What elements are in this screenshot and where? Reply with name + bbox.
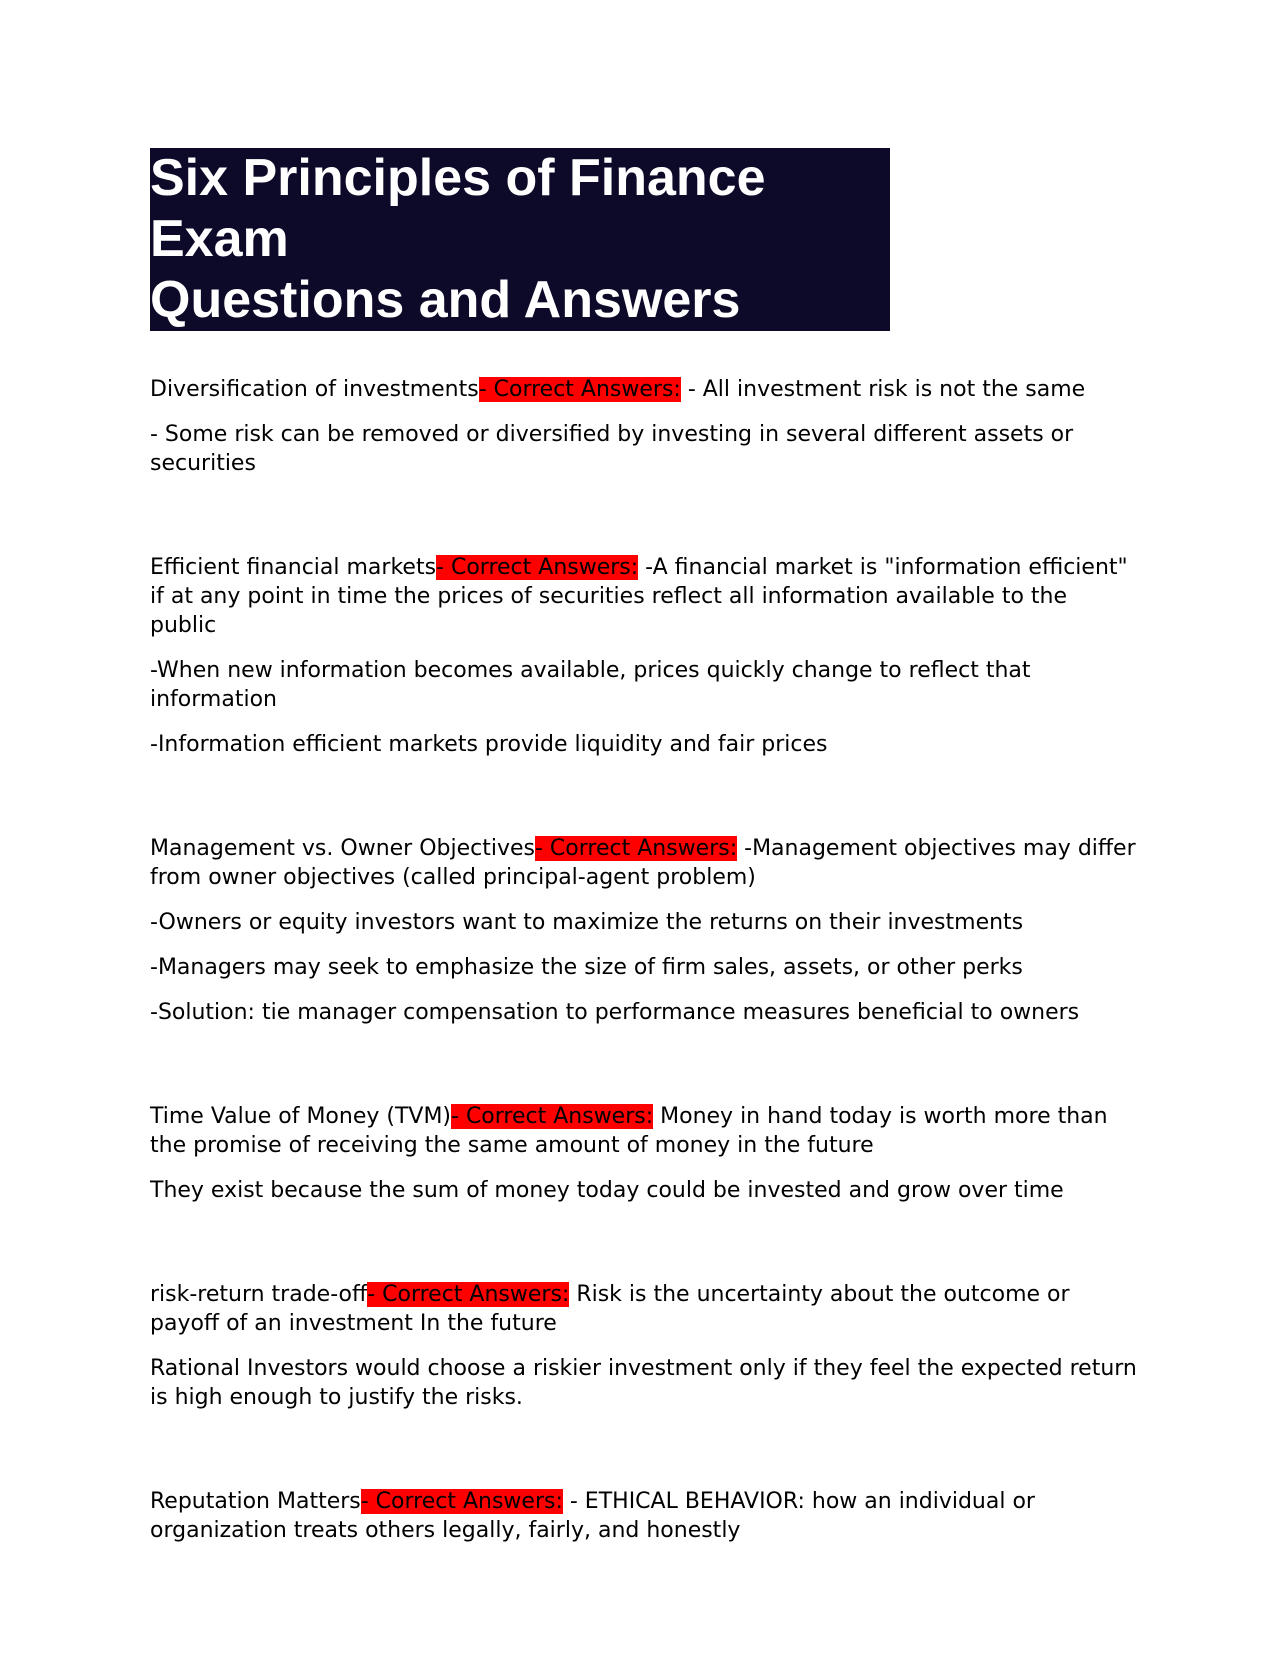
qa-term: Reputation Matters (150, 1489, 361, 1514)
qa-item (150, 1487, 1140, 1545)
qa-question (150, 1280, 1140, 1338)
qa-answer-line: -Owners or equity investors want to maximize the returns on their investments (150, 910, 1024, 935)
qa-item (150, 375, 1140, 478)
qa-term: Management vs. Owner Objectives (150, 836, 535, 861)
correct-answer-marker: - Correct Answers: (478, 377, 681, 402)
qa-answer: -A financial market is "information efficient" if at any point in time the prices of securities reflect all information available to the public (150, 555, 1128, 638)
qa-answer-line: They exist because the sum of money today could be invested and grow over time (150, 1178, 1064, 1203)
qa-question (150, 834, 1140, 892)
qa-answer-line: -Solution: tie manager compensation to performance measures beneficial to owners (150, 1000, 1080, 1025)
qa-term: risk-return trade-off (150, 1282, 368, 1307)
qa-answer-line: -When new information becomes available, prices quickly change to reflect that information (150, 658, 1031, 712)
qa-answer: - ETHICAL BEHAVIOR: how an individual or organization treats others legally, fairly, and honestly (150, 1489, 1035, 1543)
qa-term: Diversification of investments (150, 377, 479, 402)
qa-answer-line: - Some risk can be removed or diversified by investing in several different assets or securities (150, 422, 1074, 476)
qa-term: Efficient financial markets (150, 555, 437, 580)
qa-item (150, 553, 1140, 759)
correct-answer-marker: - Correct Answers: (360, 1489, 563, 1514)
qa-answer: -Management objectives may differ from owner objectives (called principal-agent problem) (150, 836, 1136, 890)
qa-question (150, 1487, 1140, 1545)
qa-answer-line: Rational Investors would choose a riskier investment only if they feel the expected return is high enough to justify the risks. (150, 1356, 1137, 1410)
qa-question (150, 553, 1140, 640)
qa-question (150, 1102, 1140, 1160)
correct-answer-marker: - Correct Answers: (451, 1104, 654, 1129)
qa-item (150, 1280, 1140, 1412)
correct-answer-marker: - Correct Answers: (535, 836, 738, 861)
qa-item (150, 834, 1140, 1027)
qa-item (150, 1102, 1140, 1205)
title-line-2: Questions and Answers (150, 271, 741, 329)
title-line-1: Six Principles of Finance Exam (150, 149, 766, 268)
correct-answer-marker: - Correct Answers: (367, 1282, 570, 1307)
qa-term: Time Value of Money (TVM) (150, 1104, 452, 1129)
correct-answer-marker: - Correct Answers: (436, 555, 639, 580)
document-title (150, 148, 890, 331)
qa-answer: Money in hand today is worth more than the promise of receiving the same amount of money in the future (150, 1104, 1108, 1158)
qa-answer-line: -Managers may seek to emphasize the size of firm sales, assets, or other perks (150, 955, 1023, 980)
qa-answer-line: -Information efficient markets provide liquidity and fair prices (150, 732, 828, 757)
qa-answer: Risk is the uncertainty about the outcome or payoff of an investment In the future (150, 1282, 1070, 1336)
qa-question (150, 375, 1140, 404)
qa-answer: - All investment risk is not the same (687, 377, 1086, 402)
document-page (150, 148, 1140, 1561)
